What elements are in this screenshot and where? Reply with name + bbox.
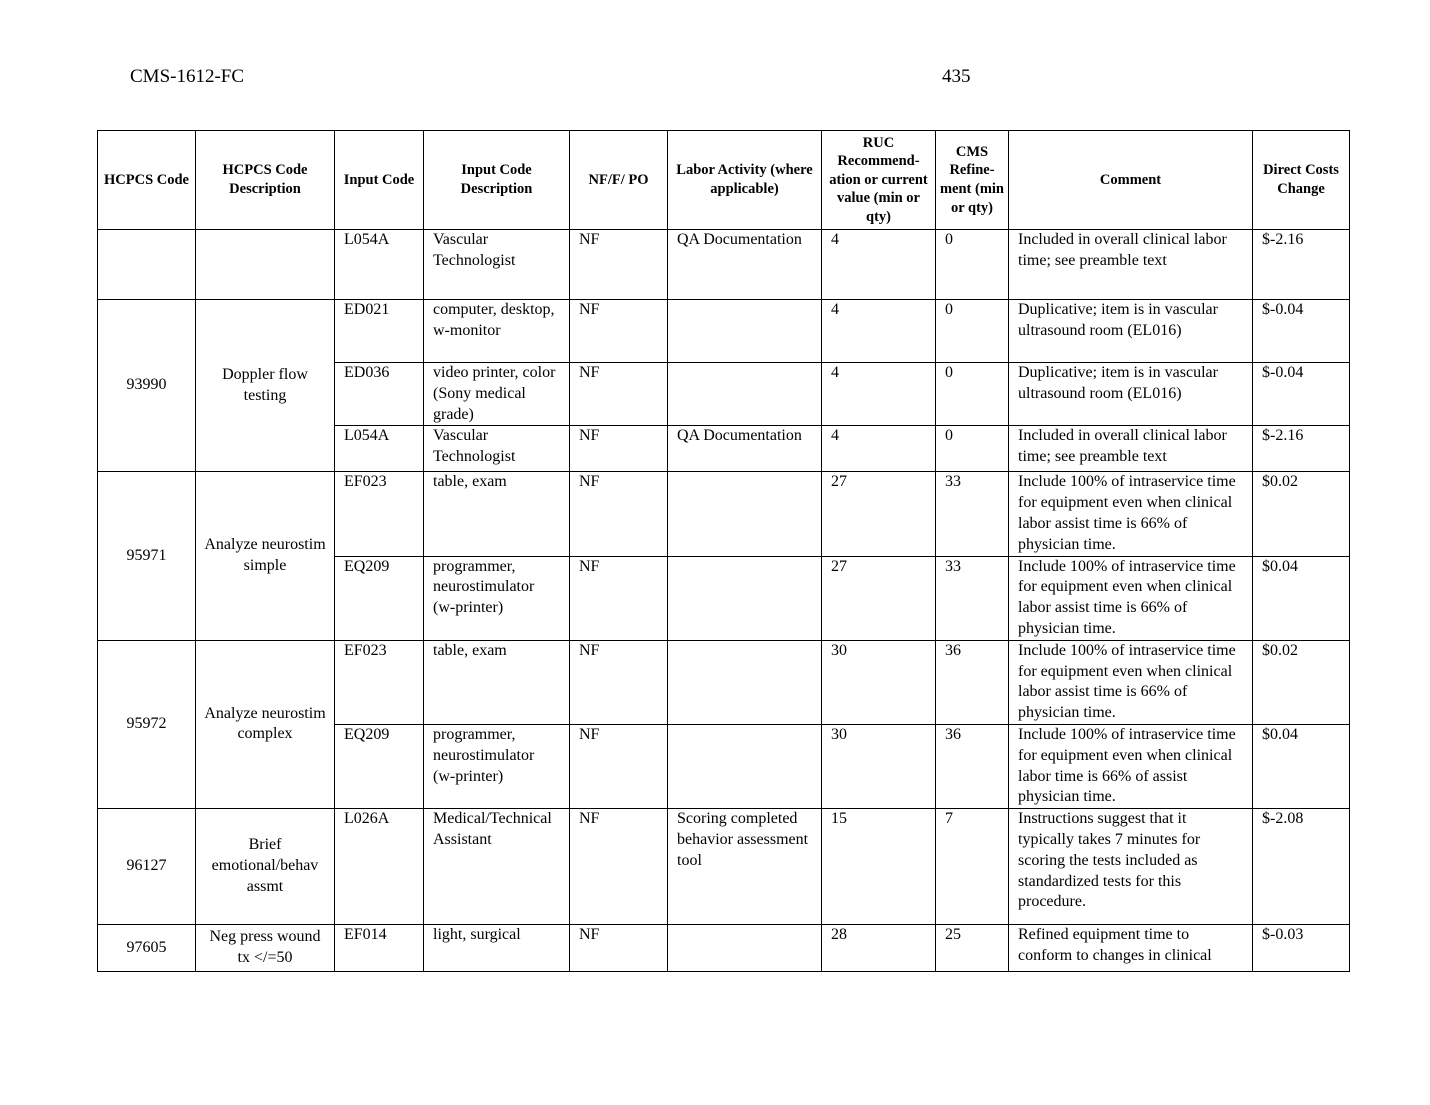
hcpcs-description-cell: Neg press wound tx </=50 — [196, 925, 335, 972]
direct-costs-change-cell: $0.02 — [1253, 472, 1350, 556]
ruc-value-cell: 30 — [822, 724, 936, 808]
labor-activity-cell — [668, 724, 822, 808]
input-description-cell: programmer, neurostimulator (w-printer) — [424, 724, 570, 808]
cms-refinement-cell: 0 — [936, 230, 1009, 300]
nf-f-po-cell: NF — [570, 724, 668, 808]
nf-f-po-cell: NF — [570, 556, 668, 640]
nf-f-po-cell: NF — [570, 300, 668, 363]
nf-f-po-cell: NF — [570, 809, 668, 925]
input-code-cell: ED036 — [335, 363, 424, 426]
hcpcs-code-cell: 96127 — [98, 809, 196, 925]
table-row — [98, 640, 1350, 724]
page-number: 435 — [942, 66, 971, 87]
input-code-cell: EF023 — [335, 640, 424, 724]
labor-activity-cell — [668, 556, 822, 640]
col-input-description: Input Code Description — [424, 131, 570, 230]
labor-activity-cell — [668, 640, 822, 724]
ruc-value-cell: 4 — [822, 363, 936, 426]
nf-f-po-cell: NF — [570, 426, 668, 472]
input-description-cell: programmer, neurostimulator (w-printer) — [424, 556, 570, 640]
direct-costs-change-cell: $0.04 — [1253, 556, 1350, 640]
input-description-cell: table, exam — [424, 472, 570, 556]
hcpcs-code-cell — [98, 230, 196, 300]
comment-cell: Include 100% of intraservice time for equipment even when clinical labor time is 66% of assist physician time. — [1009, 724, 1253, 808]
comment-cell: Included in overall clinical labor time; see preamble text — [1009, 230, 1253, 300]
input-description-cell: Vascular Technologist — [424, 426, 570, 472]
col-direct-costs-change: Direct Costs Change — [1253, 131, 1350, 230]
ruc-value-cell: 4 — [822, 300, 936, 363]
hcpcs-description-cell: Brief emotional/behav assmt — [196, 809, 335, 925]
col-input-code: Input Code — [335, 131, 424, 230]
labor-activity-cell: Scoring completed behavior assessment tool — [668, 809, 822, 925]
col-hcpcs-code: HCPCS Code — [98, 131, 196, 230]
cms-refinement-cell: 25 — [936, 925, 1009, 972]
col-comment: Comment — [1009, 131, 1253, 230]
labor-activity-cell — [668, 472, 822, 556]
labor-activity-cell — [668, 300, 822, 363]
comment-cell: Instructions suggest that it typically takes 7 minutes for scoring the tests included as standardized tests for this procedure. — [1009, 809, 1253, 925]
direct-costs-change-cell: $-0.03 — [1253, 925, 1350, 972]
cms-refinement-cell: 0 — [936, 426, 1009, 472]
cms-refinement-cell: 33 — [936, 472, 1009, 556]
table-body — [98, 230, 1350, 972]
cms-refinement-cell: 0 — [936, 300, 1009, 363]
nf-f-po-cell: NF — [570, 925, 668, 972]
input-description-cell: Medical/Technical Assistant — [424, 809, 570, 925]
input-code-cell: L054A — [335, 426, 424, 472]
col-labor-activity: Labor Activity (where applicable) — [668, 131, 822, 230]
ruc-value-cell: 4 — [822, 230, 936, 300]
comment-cell: Include 100% of intraservice time for equipment even when clinical labor assist time is 66% of physician time. — [1009, 640, 1253, 724]
hcpcs-code-cell: 95971 — [98, 472, 196, 640]
hcpcs-description-cell: Analyze neurostim simple — [196, 472, 335, 640]
hcpcs-code-cell: 95972 — [98, 640, 196, 808]
input-code-cell: L026A — [335, 809, 424, 925]
input-code-cell: EF023 — [335, 472, 424, 556]
table-row — [98, 925, 1350, 972]
comment-cell: Duplicative; item is in vascular ultrasound room (EL016) — [1009, 300, 1253, 363]
input-code-cell: L054A — [335, 230, 424, 300]
input-description-cell: video printer, color (Sony medical grade) — [424, 363, 570, 426]
nf-f-po-cell: NF — [570, 230, 668, 300]
labor-activity-cell — [668, 363, 822, 426]
nf-f-po-cell: NF — [570, 472, 668, 556]
col-ruc-recommendation: RUC Recommend-ation or current value (min or qty) — [822, 131, 936, 230]
cms-refinement-cell: 33 — [936, 556, 1009, 640]
ruc-value-cell: 4 — [822, 426, 936, 472]
table-row — [98, 230, 1350, 300]
nf-f-po-cell: NF — [570, 640, 668, 724]
comment-cell: Include 100% of intraservice time for equipment even when clinical labor assist time is 66% of physician time. — [1009, 472, 1253, 556]
direct-costs-change-cell: $-0.04 — [1253, 363, 1350, 426]
input-code-cell: EQ209 — [335, 556, 424, 640]
direct-costs-change-cell: $-0.04 — [1253, 300, 1350, 363]
labor-activity-cell: QA Documentation — [668, 230, 822, 300]
pe-refinements-table — [97, 130, 1350, 972]
hcpcs-code-cell: 93990 — [98, 300, 196, 472]
input-description-cell: computer, desktop, w-monitor — [424, 300, 570, 363]
comment-cell: Duplicative; item is in vascular ultrasound room (EL016) — [1009, 363, 1253, 426]
direct-costs-change-cell: $-2.08 — [1253, 809, 1350, 925]
input-description-cell: light, surgical — [424, 925, 570, 972]
direct-costs-change-cell: $0.04 — [1253, 724, 1350, 808]
input-code-cell: ED021 — [335, 300, 424, 363]
comment-cell: Include 100% of intraservice time for equipment even when clinical labor assist time is 66% of physician time. — [1009, 556, 1253, 640]
ruc-value-cell: 15 — [822, 809, 936, 925]
labor-activity-cell — [668, 925, 822, 972]
input-code-cell: EQ209 — [335, 724, 424, 808]
document-id: CMS-1612-FC — [130, 66, 245, 87]
ruc-value-cell: 30 — [822, 640, 936, 724]
hcpcs-code-cell: 97605 — [98, 925, 196, 972]
hcpcs-description-cell: Doppler flow testing — [196, 300, 335, 472]
col-hcpcs-description: HCPCS Code Description — [196, 131, 335, 230]
direct-costs-change-cell: $-2.16 — [1253, 426, 1350, 472]
table-row — [98, 472, 1350, 556]
col-cms-refinement: CMS Refine-ment (min or qty) — [936, 131, 1009, 230]
cms-refinement-cell: 0 — [936, 363, 1009, 426]
input-description-cell: Vascular Technologist — [424, 230, 570, 300]
table-header-row — [98, 131, 1350, 230]
input-code-cell: EF014 — [335, 925, 424, 972]
col-nf-f-po: NF/F/ PO — [570, 131, 668, 230]
cms-refinement-cell: 36 — [936, 724, 1009, 808]
input-description-cell: table, exam — [424, 640, 570, 724]
comment-cell: Refined equipment time to conform to changes in clinical — [1009, 925, 1253, 972]
direct-costs-change-cell: $-2.16 — [1253, 230, 1350, 300]
nf-f-po-cell: NF — [570, 363, 668, 426]
direct-costs-change-cell: $0.02 — [1253, 640, 1350, 724]
comment-cell: Included in overall clinical labor time; see preamble text — [1009, 426, 1253, 472]
labor-activity-cell: QA Documentation — [668, 426, 822, 472]
table-row — [98, 809, 1350, 925]
ruc-value-cell: 28 — [822, 925, 936, 972]
ruc-value-cell: 27 — [822, 472, 936, 556]
hcpcs-description-cell: Analyze neurostim complex — [196, 640, 335, 808]
ruc-value-cell: 27 — [822, 556, 936, 640]
table-row — [98, 300, 1350, 363]
cms-refinement-cell: 7 — [936, 809, 1009, 925]
hcpcs-description-cell — [196, 230, 335, 300]
cms-refinement-cell: 36 — [936, 640, 1009, 724]
